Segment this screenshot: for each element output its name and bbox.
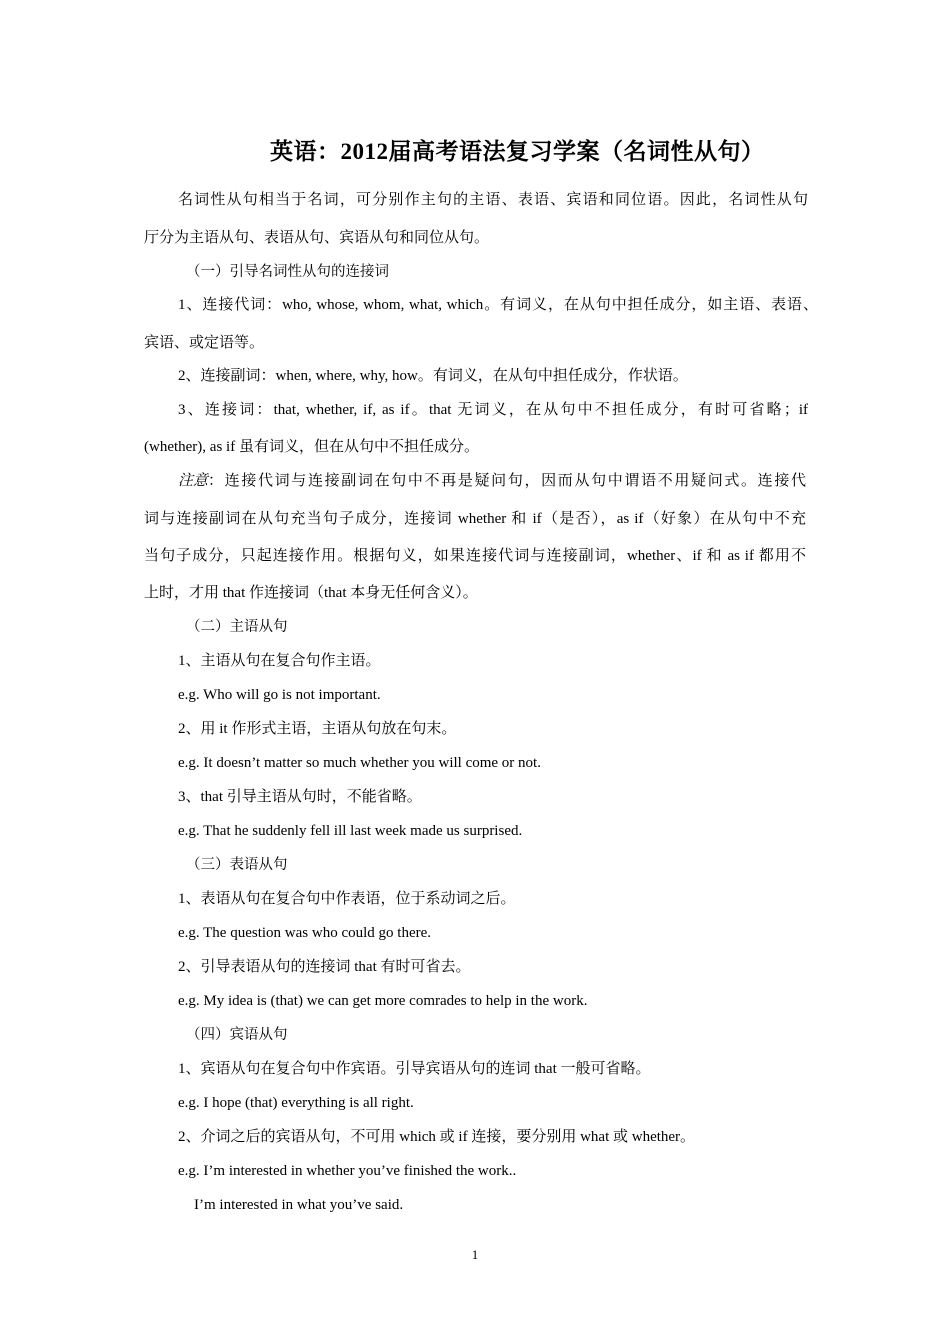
note-line-3: 当句子成分，只起连接作用。根据句义，如果连接代词与连接副词，whether、if 和 as if 都用不 (144, 548, 806, 564)
subject-example-3: e.g. That he suddenly fell ill last week made us surprised. (178, 823, 523, 839)
object-example-3: I’m interested in what you’ve said. (194, 1197, 404, 1213)
section-heading-connectives: （一）引导名词性从句的连接词 (186, 264, 389, 280)
object-line-2: 2、介词之后的宾语从句，不可用 which 或 if 连接，要分别用 what 或 whether。 (178, 1129, 696, 1145)
page-number: 1 (471, 1247, 479, 1262)
predicative-example-2: e.g. My idea is (that) we can get more comrades to help in the work. (178, 993, 588, 1009)
note-line-4: 上时，才用 that 作连接词（that 本身无任何含义）。 (144, 585, 478, 601)
section-heading-subject: （二）主语从句 (186, 619, 288, 635)
subject-line-3: 3、that 引导主语从句时，不能省略。 (178, 789, 422, 805)
item2-line: 2、连接副词：when, where, why, how。有词义，在从句中担任成分，作状语。 (178, 368, 688, 384)
note-line-2: 词与连接副词在从句充当句子成分，连接词 whether 和 if（是否），as if（好象）在从句中不充 (144, 511, 806, 527)
section-heading-object: （四）宾语从句 (186, 1027, 288, 1043)
subject-example-2: e.g. It doesn’t matter so much whether you will come or not. (178, 755, 541, 771)
item3-line-2: (whether), as if 虽有词义，但在从句中不担任成分。 (144, 439, 479, 455)
intro-line-1: 名词性从句相当于名词，可分别作主句的主语、表语、宾语和同位语。因此，名词性从句 (178, 192, 808, 208)
page-title: 英语：2012届高考语法复习学案（名词性从句） (270, 139, 765, 164)
subject-line-1: 1、主语从句在复合句作主语。 (178, 653, 381, 669)
note-label: 注意 (178, 473, 209, 489)
subject-line-2: 2、用 it 作形式主语，主语从句放在句末。 (178, 721, 457, 737)
object-example-1: e.g. I hope (that) everything is all right. (178, 1095, 414, 1111)
note-text-1: ：连接代词与连接副词在句中不再是疑问句，因而从句中谓语不用疑问式。连接代 (208, 473, 806, 489)
note-line-1 (178, 471, 806, 491)
object-line-1: 1、宾语从句在复合句中作宾语。引导宾语从句的连词 that 一般可省略。 (178, 1061, 651, 1077)
intro-line-2: 厅分为主语从句、表语从句、宾语从句和同位从句。 (144, 230, 490, 246)
item1-line-1: 1、连接代词：who, whose, whom, what, which。有词义，在从句中担任成分，如主语、表语、 (178, 297, 818, 313)
predicative-line-1: 1、表语从句在复合句中作表语，位于系动词之后。 (178, 891, 516, 907)
item1-line-2: 宾语、或定语等。 (144, 335, 265, 351)
predicative-example-1: e.g. The question was who could go there. (178, 925, 432, 941)
object-example-2: e.g. I’m interested in whether you’ve finished the work.. (178, 1163, 517, 1179)
subject-example-1: e.g. Who will go is not important. (178, 687, 381, 703)
predicative-line-2: 2、引导表语从句的连接词 that 有时可省去。 (178, 959, 471, 975)
section-heading-predicative: （三）表语从句 (186, 857, 288, 873)
item3-line-1: 3、连接词：that, whether, if, as if。that 无词义，在从句中不担任成分，有时可省略；if (178, 402, 808, 418)
